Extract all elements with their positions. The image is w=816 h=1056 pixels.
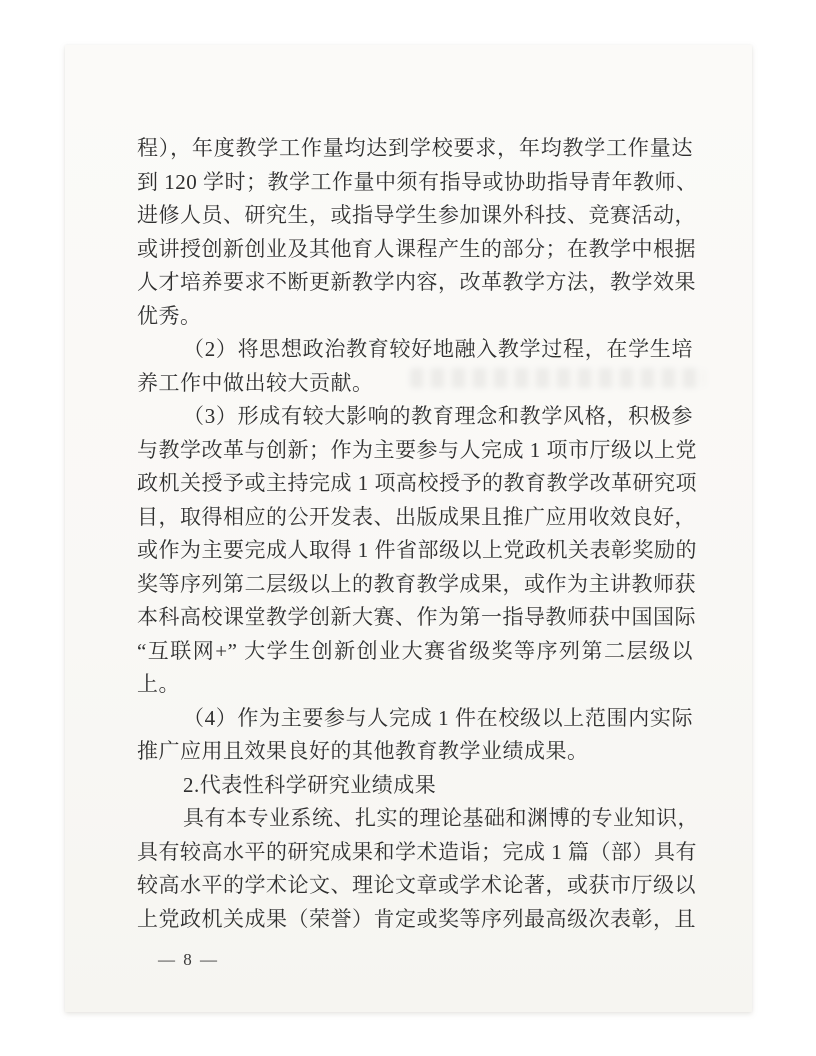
text-line: 具有较高水平的研究成果和学术造诣；完成 1 篇（部）具有 <box>137 840 697 864</box>
text-line: 与教学改革与创新；作为主要参与人完成 1 项市厅级以上党 <box>137 438 697 462</box>
page-number: — 8 — <box>158 950 219 969</box>
text-line: 奖等序列第二层级以上的教育教学成果，或作为主讲教师获 <box>137 572 696 596</box>
text-line: 目，取得相应的公开发表、出版成果且推广应用收效良好， <box>137 505 696 529</box>
text-line: 人才培养要求不断更新教学内容，改革教学方法，教学效果 <box>137 270 696 294</box>
text-line: （4）作为主要参与人完成 1 件在校级以上范围内实际 <box>183 706 693 730</box>
text-line: 或讲授创新创业及其他育人课程产生的部分；在教学中根据 <box>137 237 696 261</box>
text-line: 或作为主要完成人取得 1 件省部级以上党政机关表彰奖励的 <box>137 538 697 562</box>
body-text-block <box>137 133 699 943</box>
text-line: 养工作中做出较大贡献。 <box>137 371 374 395</box>
text-line: 到 120 学时；教学工作量中须有指导或协助指导青年教师、 <box>137 170 698 194</box>
text-line: “互联网+” 大学生创新创业大赛省级奖等序列第二层级以 <box>137 639 693 663</box>
text-line: 本科高校课堂教学创新大赛、作为第一指导教师获中国国际 <box>137 605 696 629</box>
text-line: 上党政机关成果（荣誉）肯定或奖等序列最高级次表彰，且 <box>137 907 696 931</box>
text-line: 上。 <box>137 672 180 696</box>
text-line: （3）形成有较大影响的教育理念和教学风格，积极参 <box>183 404 693 428</box>
text-line: （2）将思想政治教育较好地融入教学过程，在学生培 <box>183 337 693 361</box>
text-line: 优秀。 <box>137 304 202 328</box>
paper-sheet <box>65 45 752 1012</box>
text-line: 推广应用且效果良好的其他教育教学业绩成果。 <box>137 739 589 763</box>
text-line: 具有本专业系统、扎实的理论基础和渊博的专业知识， <box>183 806 699 830</box>
text-line: 程），年度教学工作量均达到学校要求，年均教学工作量达 <box>137 136 693 160</box>
text-line: 政机关授予或主持完成 1 项高校授予的教育教学改革研究项 <box>137 471 697 495</box>
text-line: 较高水平的学术论文、理论文章或学术论著，或获市厅级以 <box>137 873 696 897</box>
text-line: 进修人员、研究生，或指导学生参加课外科技、竞赛活动， <box>137 203 696 227</box>
text-line: 2.代表性科学研究业绩成果 <box>183 773 437 797</box>
